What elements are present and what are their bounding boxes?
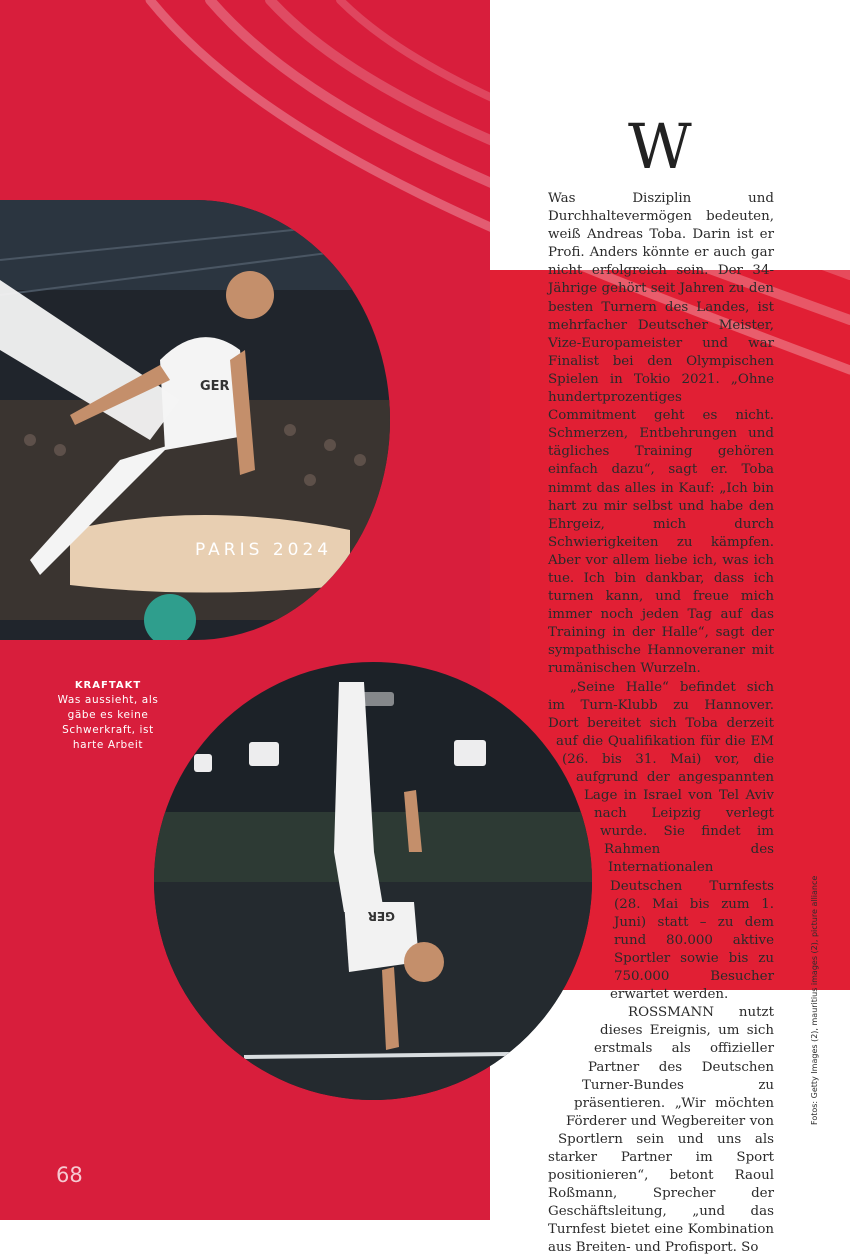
photo-credit: Fotos: Getty Images (2), mauritius images (2), picture alliance: [810, 875, 819, 1125]
svg-text:PARIS 2024: PARIS 2024: [195, 540, 333, 560]
photo-high-bar: [154, 662, 592, 1100]
svg-text:GER: GER: [367, 909, 395, 923]
photo-pommel-horse: [0, 200, 390, 640]
article-paragraph-2: „Seine Halle“ befindet sich im Turn-Klubb zu Hannover. Dort bereitet sich Toba derzeit auf die Qualifikation für die EM (26. bis 31. Mai) vor, die aufgrund der angespannten Lage in Israel von Tel Aviv nach Leipzig verlegt wurde. Sie findet im Rahmen des Internationalen Deutschen Turnfests (28. Mai bis zum 1. Juni) statt – zu dem rund 80.000 aktive Sportler sowie bis zu 750.000 Besucher erwartet werden.: [548, 679, 774, 1003]
drop-initial: W: [628, 110, 692, 183]
article-paragraph-3: ROSSMANN nutzt dieses Ereignis, um sich erstmals als offizieller Partner des Deutschen Turner-Bundes zu präsentieren. „Wir möchten Förderer und Wegbereiter von Sportlern sein und uns als starker Partner im Sport positionieren“, betont Raoul Roßmann, Sprecher der Geschäftsleitung, „und das Turnfest bietet eine Kombination aus Breiten- und Profisport. So: [548, 1005, 774, 1256]
caption-text: Was aussieht, als gäbe es keine Schwerkraft, ist harte Arbeit: [57, 694, 159, 751]
svg-text:GER: GER: [200, 379, 230, 394]
article-body: [548, 190, 774, 1258]
pommel-horse-banner: [195, 540, 332, 560]
page-number: 68: [56, 1163, 83, 1187]
photo-caption: [48, 678, 168, 753]
article-paragraph-1: Was Disziplin und Durchhaltevermögen bedeuten, weiß Andreas Toba. Darin ist er Profi. Anders könnte er auch gar nicht erfolgreich sein. Der 34-Jährige gehört seit Jahren zu den besten Turnern des Landes, ist mehrfacher Deutscher Meister, Vize-Europameister und war Finalist bei den Olympischen Spielen in Tokio 2021. „Ohne hundertprozentiges Commitment geht es nicht. Schmerzen, Entbehrungen und tägliches Training gehören einfach dazu“, sagt er. Toba nimmt das alles in Kauf: „Ich bin hart zu mir selbst und habe den Ehrgeiz, mich durch Schwierigkeiten zu kämpfen. Aber vor allem liebe ich, was ich tue. Ich bin dankbar, dass ich turnen kann, und freue mich immer noch jeden Tag auf das Training in der Halle“, sagt der sympathische Hannoveraner mit rumänischen Wurzeln.: [548, 191, 774, 677]
caption-title: KRAFTAKT: [74, 680, 142, 691]
